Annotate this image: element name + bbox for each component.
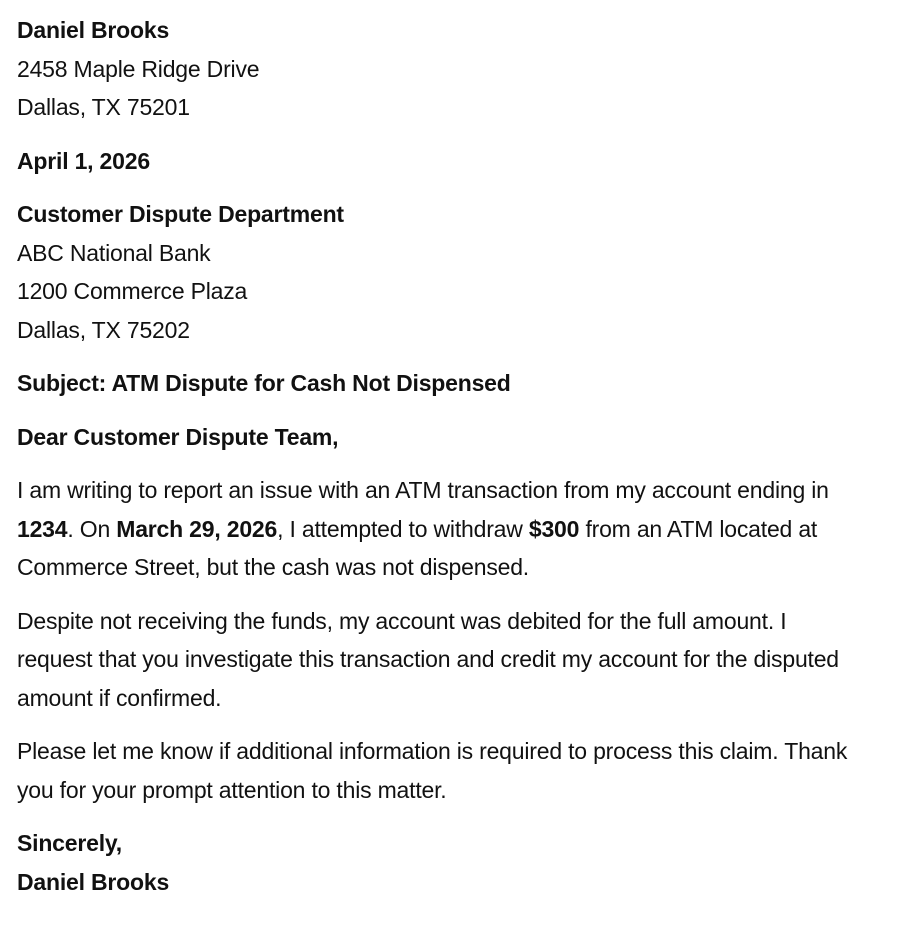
sender-name: Daniel Brooks [17, 17, 170, 43]
sender-address-line1: 2458 Maple Ridge Drive [17, 55, 260, 82]
signature-name: Daniel Brooks [17, 868, 170, 895]
closing-block [17, 824, 860, 901]
recipient-bank: ABC National Bank [17, 239, 211, 266]
paragraph1-segment: from an ATM located at Commerce Street, but the cash was not dispensed. [17, 515, 818, 580]
sender-block [17, 11, 860, 127]
letter-date: April 1, 2026 [17, 147, 150, 174]
recipient-block [17, 195, 860, 349]
body-paragraph-2: Despite not receiving the funds, my account was debited for the full amount. I request that you investigate this transaction and credit my account for the disputed amount if confirmed. [17, 607, 839, 711]
body-paragraph-1 [17, 471, 860, 587]
subject-line: Subject: ATM Dispute for Cash Not Dispensed [17, 370, 511, 396]
paragraph1-transaction-date: March 29, 2026 [116, 515, 278, 542]
paragraph1-segment: , I attempted to withdraw [277, 515, 529, 542]
recipient-address-line1: 1200 Commerce Plaza [17, 278, 248, 304]
body-paragraph-3: Please let me know if additional information is required to process this claim. Thank you for your prompt attention to this matter. [17, 738, 848, 803]
recipient-department: Customer Dispute Department [17, 201, 344, 227]
closing-phrase: Sincerely, [17, 830, 122, 856]
recipient-address-line2: Dallas, TX 75202 [17, 316, 190, 343]
paragraph1-account-number: 1234 [17, 515, 68, 542]
salutation: Dear Customer Dispute Team, [17, 423, 339, 450]
paragraph1-segment: I am writing to report an issue with an ATM transaction from my account ending in [17, 477, 829, 503]
sender-address-line2: Dallas, TX 75201 [17, 94, 190, 120]
paragraph1-amount: $300 [528, 515, 580, 542]
paragraph1-segment: . On [67, 515, 117, 542]
